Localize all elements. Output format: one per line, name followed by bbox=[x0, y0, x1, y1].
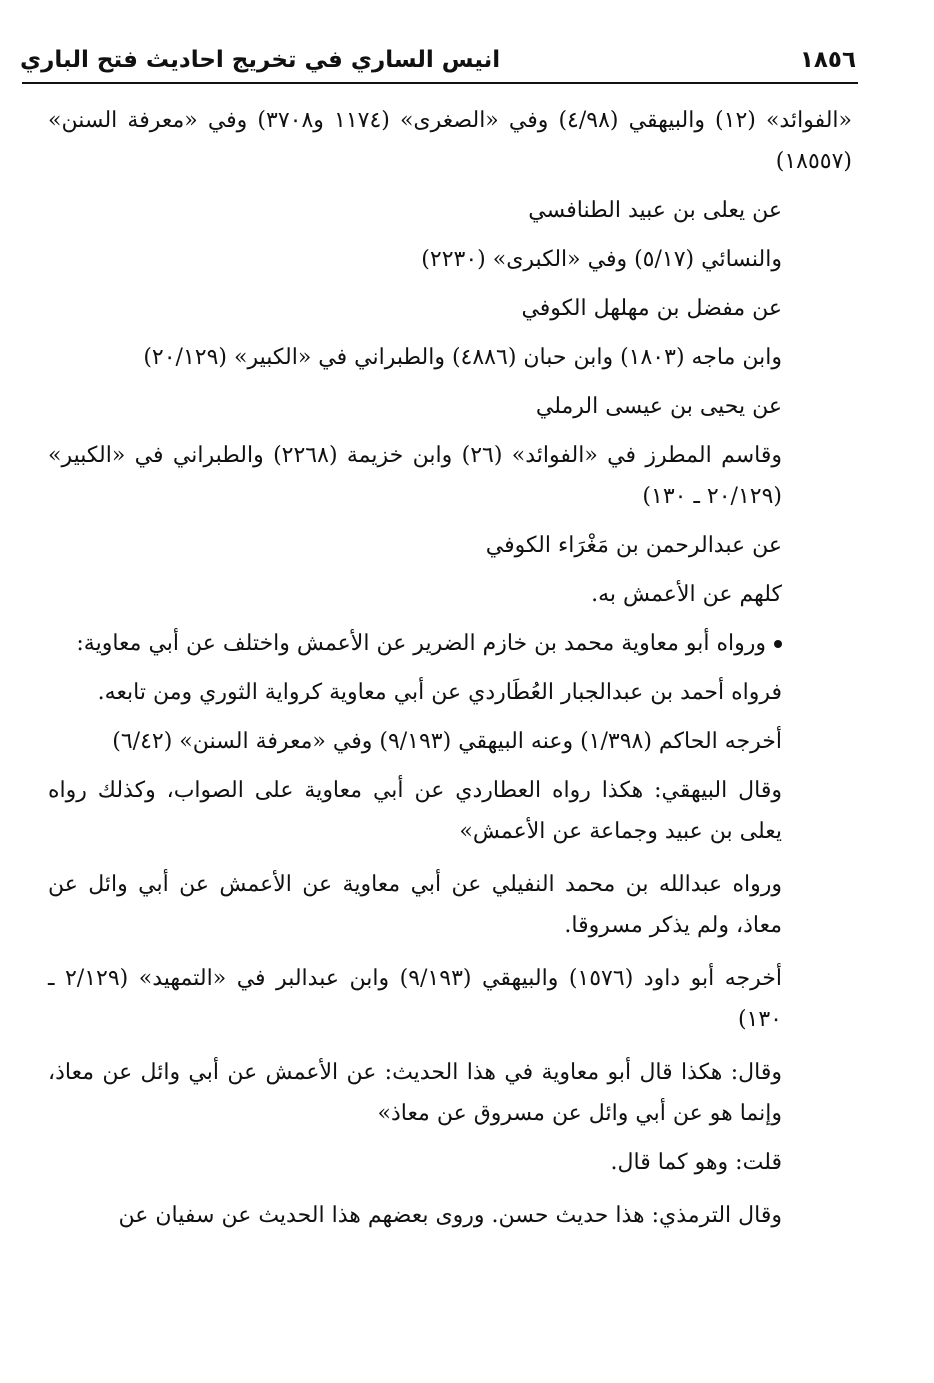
paragraph: عن مفضل بن مهلهل الكوفي bbox=[521, 296, 782, 321]
book-title: انيس الساري في تخريج احاديث فتح الباري bbox=[20, 47, 501, 73]
paragraph: وقال الترمذي: هذا حديث حسن. وروى بعضهم هذا الحديث عن سفيان عن bbox=[118, 1203, 782, 1228]
paragraph: أخرجه أبو داود (١٥٧٦) والبيهقي (٩/١٩٣) وابن عبدالبر في «التمهيد» (٢/١٢٩ ـ ١٣٠) bbox=[48, 966, 782, 1032]
header-divider bbox=[22, 82, 858, 84]
paragraph: عن عبدالرحمن بن مَغْرَاء الكوفي bbox=[485, 533, 782, 558]
paragraph: والنسائي (٥/١٧) وفي «الكبرى» (٢٢٣٠) bbox=[421, 247, 782, 272]
bullet-paragraph bbox=[48, 623, 852, 664]
page-header bbox=[20, 40, 856, 80]
paragraph: وقال البيهقي: هكذا رواه العطاردي عن أبي معاوية على الصواب، وكذلك رواه يعلى بن عبيد وجماعة عن الأعمش» bbox=[48, 778, 782, 844]
paragraph: قلت: وهو كما قال. bbox=[610, 1150, 782, 1175]
paragraph: عن يعلى بن عبيد الطنافسي bbox=[528, 198, 782, 223]
page-body bbox=[48, 100, 852, 1236]
paragraph-text: ورواه أبو معاوية محمد بن خازم الضرير عن الأعمش واختلف عن أبي معاوية: bbox=[76, 631, 766, 656]
paragraph: وابن ماجه (١٨٠٣) وابن حبان (٤٨٨٦) والطبراني في «الكبير» (٢٠/١٢٩) bbox=[143, 345, 782, 370]
paragraph: ورواه عبدالله بن محمد النفيلي عن أبي معاوية عن الأعمش عن أبي وائل عن معاذ، ولم يذكر مسروقا. bbox=[48, 872, 782, 938]
paragraph: عن يحيى بن عيسى الرملي bbox=[535, 394, 782, 419]
paragraph: فرواه أحمد بن عبدالجبار العُطَاردي عن أبي معاوية كرواية الثوري ومن تابعه. bbox=[97, 680, 782, 705]
paragraph: وقال: هكذا قال أبو معاوية في هذا الحديث: عن الأعمش عن أبي وائل عن معاذ، وإنما هو عن أبي وائل عن مسروق عن معاذ» bbox=[48, 1060, 782, 1126]
paragraph: «الفوائد» (١٢) والبيهقي (٤/٩٨) وفي «الصغرى» (١١٧٤ و٣٧٠٨) وفي «معرفة السنن» (١٨٥٥٧) bbox=[48, 108, 852, 174]
page-number: ١٨٥٦ bbox=[799, 47, 856, 73]
paragraph: كلهم عن الأعمش به. bbox=[591, 582, 782, 607]
bullet-icon bbox=[774, 640, 782, 648]
paragraph: أخرجه الحاكم (١/٣٩٨) وعنه البيهقي (٩/١٩٣) وفي «معرفة السنن» (٦/٤٢) bbox=[112, 729, 782, 754]
paragraph: وقاسم المطرز في «الفوائد» (٢٦) وابن خزيمة (٢٢٦٨) والطبراني في «الكبير» (٢٠/١٢٩ ـ ١٣٠) bbox=[48, 443, 782, 509]
